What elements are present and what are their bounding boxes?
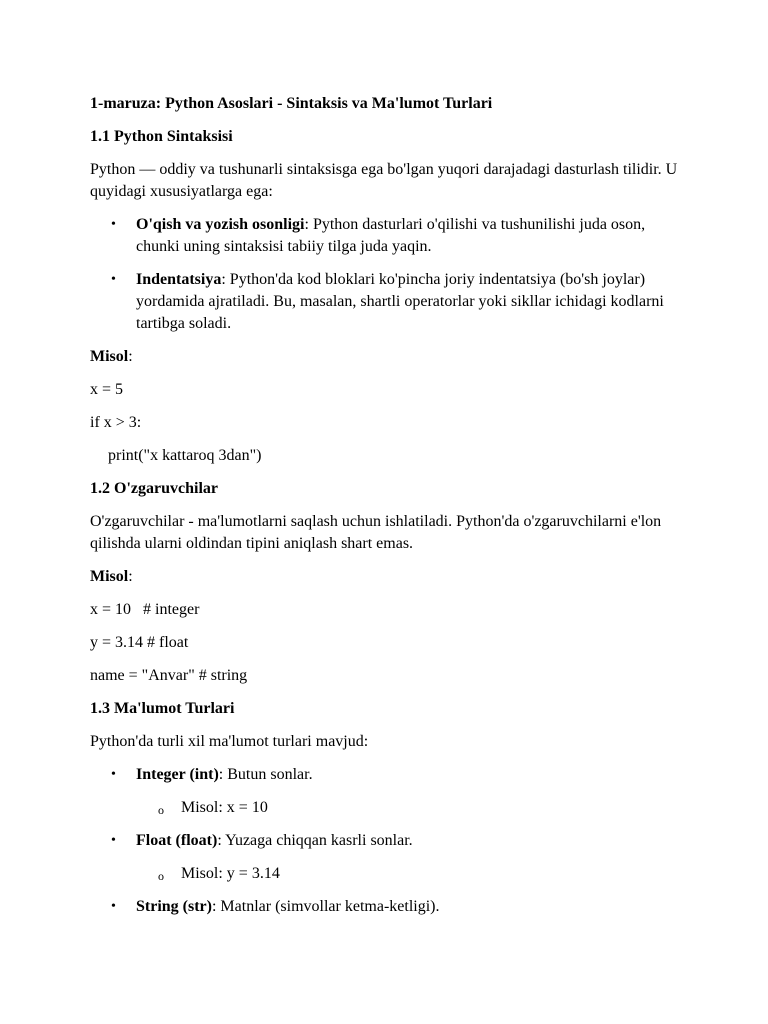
bullet-icon: •: [111, 217, 116, 232]
type-text: : Butun sonlar.: [218, 766, 313, 783]
type-term: Integer (int): [136, 766, 219, 783]
document-page: [90, 93, 690, 929]
code-line: x = 10 # integer: [90, 601, 200, 618]
bullet-icon: •: [111, 767, 116, 782]
section-intro-syntax: Python — oddiy va tushunarli sintaksisga ega bo'lgan yuqori darajadagi dasturlash tilidir. U quyidagi xususiyatlarga ega:: [90, 161, 678, 200]
example-label: Misol:: [90, 568, 133, 585]
section-heading-variables: 1.2 O'zgaruvchilar: [90, 480, 218, 497]
list-item: [90, 269, 690, 335]
circle-bullet-icon: o: [158, 869, 164, 883]
list-item: [90, 896, 690, 918]
type-term: String (str): [136, 898, 212, 915]
code-line: name = "Anvar" # string: [90, 667, 248, 684]
bullet-icon: •: [111, 272, 116, 287]
bullet-icon: •: [111, 833, 116, 848]
data-types-list: [90, 764, 690, 786]
type-text: : Yuzaga chiqqan kasrli sonlar.: [217, 832, 413, 849]
example-label: Misol:: [90, 348, 133, 365]
document-title: 1-maruza: Python Asoslari - Sintaksis va Ma'lumot Turlari: [90, 95, 493, 112]
type-term: Float (float): [136, 832, 218, 849]
sub-list-item: [90, 797, 690, 819]
list-item: [90, 764, 690, 786]
section-intro-variables: O'zgaruvchilar - ma'lumotlarni saqlash uchun ishlatiladi. Python'da o'zgaruvchilarni e'lon qilishda ularni oldindan tipini aniqlash shart emas.: [90, 513, 662, 552]
data-types-list: [90, 830, 690, 852]
sub-list-item: [90, 863, 690, 885]
section-intro-data-types: Python'da turli xil ma'lumot turlari mavjud:: [90, 733, 369, 750]
feature-term: Indentatsiya: [136, 271, 222, 288]
list-item: [90, 214, 690, 258]
list-item: [90, 830, 690, 852]
syntax-features-list: [90, 214, 690, 335]
section-heading-data-types: 1.3 Ma'lumot Turlari: [90, 700, 235, 717]
bullet-icon: •: [111, 899, 116, 914]
feature-text: : Python dasturlari o'qilishi va tushunilishi juda oson, chunki uning sintaksisi tabiiy tilga juda yaqin.: [136, 216, 646, 255]
data-types-list: [90, 896, 690, 918]
section-heading-syntax: 1.1 Python Sintaksisi: [90, 128, 233, 145]
type-text: : Matnlar (simvollar ketma-ketligi).: [211, 898, 440, 915]
code-line: if x > 3:: [90, 414, 142, 431]
circle-bullet-icon: o: [158, 803, 164, 817]
type-example: Misol: x = 10: [181, 799, 268, 816]
feature-text: : Python'da kod bloklari ko'pincha joriy indentatsiya (bo'sh joylar) yordamida ajratiladi. Bu, masalan, shartli operatorlar yoki sikllar ichidagi kodlarni tartibga soladi.: [136, 271, 664, 332]
type-example: Misol: y = 3.14: [181, 865, 280, 882]
feature-term: O'qish va yozish osonligi: [136, 216, 305, 233]
code-line: print("x kattaroq 3dan"): [108, 447, 262, 464]
code-line: y = 3.14 # float: [90, 634, 189, 651]
code-line: x = 5: [90, 381, 124, 398]
